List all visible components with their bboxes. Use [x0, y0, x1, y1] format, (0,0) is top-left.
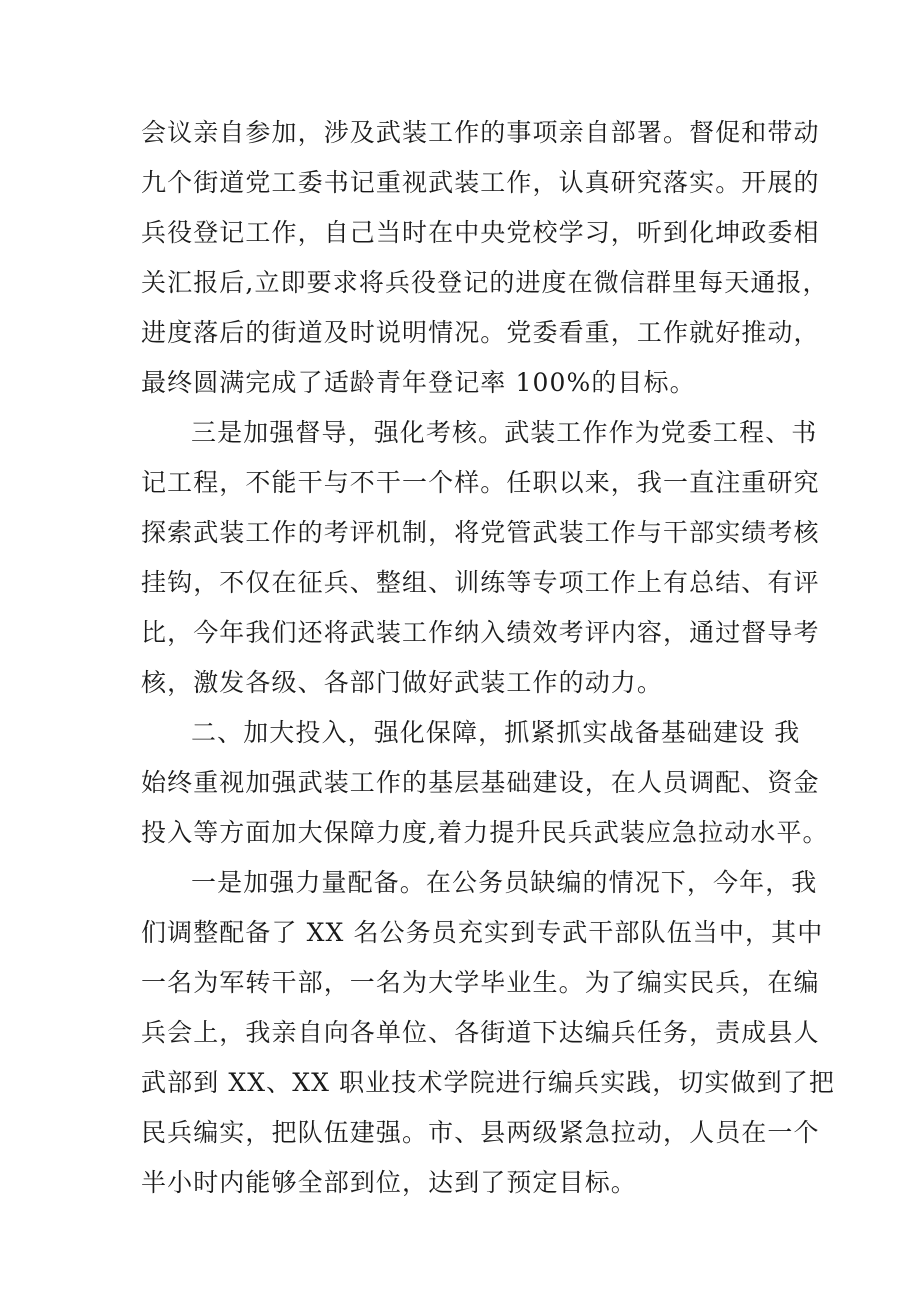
text-line: 九个街道党工委书记重视武装工作，认真研究落实。开展的: [141, 168, 820, 197]
paragraph-first-line: 一是加强力量配备。在公务员缺编的情况下，今年，我: [191, 868, 818, 897]
text-line: 挂钩，不仅在征兵、整组、训练等专项工作上有总结、有评: [141, 568, 820, 597]
text-line: 关汇报后,立即要求将兵役登记的进度在微信群里每天通报，: [141, 268, 829, 297]
section-heading-line: 二、加大投入，强化保障，抓紧抓实战备基础建设 我: [191, 718, 801, 747]
text-line: 半小时内能够全部到位，达到了预定目标。: [141, 1168, 637, 1197]
text-line: 记工程，不能干与不干一个样。任职以来，我一直注重研究: [141, 468, 820, 497]
text-line: 最终圆满完成了适龄青年登记率 100%的目标。: [141, 368, 696, 397]
text-line: 会议亲自参加，涉及武装工作的事项亲自部署。督促和带动: [141, 118, 820, 147]
text-line: 核，激发各级、各部门做好武装工作的动力。: [141, 668, 664, 697]
text-line: 们调整配备了 XX 名公务员充实到专武干部队伍当中，其中: [141, 918, 824, 947]
text-line: 兵役登记工作，自己当时在中央党校学习，听到化坤政委相: [141, 218, 820, 247]
text-line: 探索武装工作的考评机制，将党管武装工作与干部实绩考核: [141, 518, 820, 547]
text-line: 始终重视加强武装工作的基层基础建设，在人员调配、资金: [141, 768, 820, 797]
text-line: 一名为军转干部，一名为大学毕业生。为了编实民兵，在编: [141, 968, 820, 997]
paragraph-first-line: 三是加强督导，强化考核。武装工作作为党委工程、书: [191, 418, 818, 447]
text-line: 进度落后的街道及时说明情况。党委看重，工作就好推动，: [141, 318, 820, 347]
text-line: 武部到 XX、XX 职业技术学院进行编兵实践，切实做到了把: [141, 1068, 835, 1097]
text-line: 兵会上，我亲自向各单位、各街道下达编兵任务，责成县人: [141, 1018, 820, 1047]
text-line: 比，今年我们还将武装工作纳入绩效考评内容，通过督导考: [141, 618, 820, 647]
text-line: 民兵编实，把队伍建强。市、县两级紧急拉动，人员在一个: [141, 1118, 820, 1147]
text-line: 投入等方面加大保障力度,着力提升民兵武装应急拉动水平。: [141, 818, 829, 847]
